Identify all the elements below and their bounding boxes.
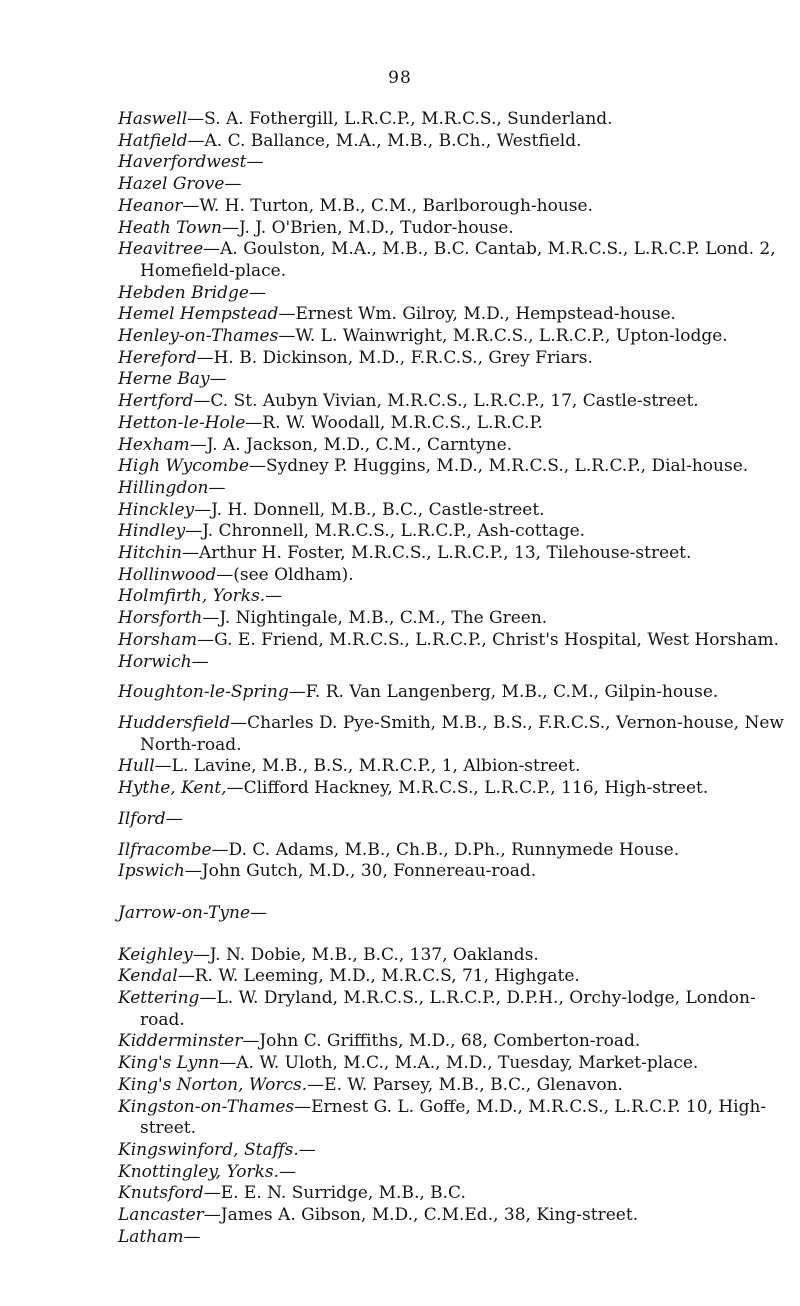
directory-entry	[118, 304, 790, 326]
directory-entry	[118, 391, 790, 413]
directory-entry	[118, 682, 790, 704]
place-name: Ilford	[118, 808, 166, 829]
place-name: Haverfordwest	[118, 152, 247, 173]
entry-detail: —Sydney P. Huggins, M.D., M.R.C.S., L.R.C.P., Dial-house.	[249, 456, 749, 477]
directory-entry	[118, 109, 790, 131]
entry-detail: —Ernest G. L. Goffe, M.D., M.R.C.S., L.R.C.P. 10, High-street.	[140, 1096, 767, 1139]
directory-entry	[118, 608, 790, 630]
place-name: Houghton-le-Spring	[118, 682, 289, 703]
entry-detail: —	[265, 586, 283, 607]
place-name: Ilfracombe	[118, 839, 212, 860]
place-name: Hull	[118, 756, 155, 777]
place-name: Ipswich	[118, 861, 185, 882]
directory-entry	[118, 1162, 790, 1184]
place-name: Kidderminster	[118, 1031, 243, 1052]
place-name: Latham	[118, 1226, 184, 1247]
directory-entry	[118, 1227, 790, 1249]
entry-detail: —	[298, 1139, 316, 1160]
directory-entry	[118, 966, 790, 988]
place-name: Herne Bay	[118, 369, 210, 390]
place-name: Hereford	[118, 347, 197, 368]
directory-entry	[118, 521, 790, 543]
place-name: Hetton-le-Hole	[118, 412, 246, 433]
directory-entry	[118, 988, 790, 1031]
entry-detail: —John Gutch, M.D., 30, Fonnereau-road.	[184, 861, 537, 882]
directory-entry	[118, 283, 790, 305]
directory-entry	[118, 1205, 790, 1227]
place-name: Knutsford	[118, 1183, 204, 1204]
place-name: Hazel Grove	[118, 174, 225, 195]
directory-entry	[118, 652, 790, 674]
entry-detail: —James A. Gibson, M.D., C.M.Ed., 38, King-street.	[203, 1205, 639, 1226]
place-name: Holmfirth, Yorks.	[118, 586, 266, 607]
place-name: Henley-on-Thames	[118, 326, 279, 347]
place-name: Hollinwood	[118, 564, 217, 585]
directory-entry	[118, 131, 790, 153]
directory-entries	[118, 109, 790, 1248]
entry-detail: —A. W. Uloth, M.C., M.A., M.D., Tuesday, Market-place.	[219, 1053, 699, 1074]
directory-entry	[118, 369, 790, 391]
entry-detail: —J. J. O'Brien, M.D., Tudor-house.	[221, 217, 514, 238]
place-name: Kingston-on-Thames	[118, 1096, 295, 1117]
entry-detail: —J. H. Donnell, M.B., B.C., Castle-street.	[194, 499, 545, 520]
place-name: Huddersfield	[118, 712, 231, 733]
entry-detail: —S. A. Fothergill, L.R.C.P., M.R.C.S., Sunderland.	[187, 109, 613, 129]
place-name: Hythe, Kent,	[118, 778, 227, 799]
entry-detail: —J. A. Jackson, M.D., C.M., Carntyne.	[189, 434, 513, 455]
entry-detail: —Charles D. Pye-Smith, M.B., B.S., F.R.C.S., Vernon-house, New North-road.	[140, 712, 784, 755]
place-name: Horwich	[118, 651, 192, 672]
entry-detail: —	[248, 282, 266, 303]
entry-detail: —	[208, 477, 226, 498]
directory-entry	[118, 239, 790, 282]
entry-detail: —	[191, 651, 209, 672]
directory-entry	[118, 630, 790, 652]
directory-entry	[118, 565, 790, 587]
page-number: 98	[388, 68, 412, 88]
entry-detail: —	[246, 152, 264, 173]
directory-entry	[118, 1053, 790, 1075]
directory-entry	[118, 478, 790, 500]
entry-detail: —	[279, 1161, 297, 1182]
entry-detail: —	[165, 808, 183, 829]
place-name: Hitchin	[118, 543, 182, 564]
directory-entry	[118, 348, 790, 370]
place-name: Horsforth	[118, 608, 203, 629]
entry-detail: —E. E. N. Surridge, M.B., B.C.	[203, 1183, 466, 1204]
place-name: Hinckley	[118, 499, 195, 520]
entry-detail: —G. E. Friend, M.R.C.S., L.R.C.P., Christ's Hospital, West Horsham.	[197, 629, 779, 650]
entry-detail: —R. W. Leeming, M.D., M.R.C.S, 71, Highgate.	[177, 966, 580, 987]
place-name: Hillingdon	[118, 477, 209, 498]
directory-entry	[118, 713, 790, 756]
entry-detail: —W. H. Turton, M.B., C.M., Barlborough-house.	[182, 195, 593, 216]
directory-entry	[118, 756, 790, 778]
directory-entry	[118, 218, 790, 240]
directory-entry	[118, 1097, 790, 1140]
place-name: Heavitree	[118, 239, 204, 260]
directory-entry	[118, 500, 790, 522]
place-name: Kingswinford, Staffs.	[118, 1139, 299, 1160]
place-name: Haswell	[118, 109, 188, 129]
entry-detail: —J. Nightingale, M.B., C.M., The Green.	[202, 608, 548, 629]
directory-entry	[118, 1140, 790, 1162]
entry-detail: —A. C. Ballance, M.A., M.B., B.Ch., Westfield.	[187, 130, 582, 151]
entry-detail: —H. B. Dickinson, M.D., F.R.C.S., Grey Friars.	[196, 347, 593, 368]
directory-entry	[118, 435, 790, 457]
entry-detail: —L. W. Dryland, M.R.C.S., L.R.C.P., D.P.H., Orchy-lodge, London-road.	[140, 988, 756, 1030]
place-name: Heath Town	[118, 217, 222, 238]
directory-entry	[118, 1183, 790, 1205]
directory-entry	[118, 778, 790, 800]
place-name: Kettering	[118, 988, 200, 1009]
entry-detail: —C. St. Aubyn Vivian, M.R.C.S., L.R.C.P., 17, Castle-street.	[193, 391, 699, 412]
entry-detail: —J. N. Dobie, M.B., B.C., 137, Oaklands.	[192, 944, 539, 965]
entry-detail: —Arthur H. Foster, M.R.C.S., L.R.C.P., 13, Tilehouse-street.	[181, 543, 692, 564]
place-name: Hemel Hempstead	[118, 304, 279, 325]
directory-entry	[118, 1031, 790, 1053]
directory-entry	[118, 1075, 790, 1097]
place-name: Hexham	[118, 434, 190, 455]
entry-detail: —A. Goulston, M.A., M.B., B.C. Cantab, M.R.C.S., L.R.C.P. Lond. 2, Homefield-place.	[140, 239, 776, 281]
directory-entry	[118, 903, 790, 925]
entry-detail: —L. Lavine, M.B., B.S., M.R.C.P., 1, Albion-street.	[154, 756, 581, 777]
directory-entry	[118, 152, 790, 174]
entry-detail: —(see Oldham).	[216, 564, 354, 585]
directory-entry	[118, 326, 790, 348]
directory-entry	[118, 586, 790, 608]
entry-detail: —D. C. Adams, M.B., Ch.B., D.Ph., Runnymede House.	[211, 839, 680, 860]
entry-detail: —E. W. Parsey, M.B., B.C., Glenavon.	[307, 1074, 623, 1095]
place-name: King's Norton, Worcs.	[118, 1074, 308, 1095]
entry-detail: —R. W. Woodall, M.R.C.S., L.R.C.P.	[245, 412, 543, 433]
directory-entry	[118, 174, 790, 196]
place-name: Keighley	[118, 944, 193, 965]
entry-detail: —F. R. Van Langenberg, M.B., C.M., Gilpin-house.	[288, 682, 719, 703]
place-name: Horsham	[118, 629, 198, 650]
entry-detail: —	[183, 1226, 201, 1247]
entry-detail: —John C. Griffiths, M.D., 68, Comberton-road.	[242, 1031, 641, 1052]
directory-entry	[118, 809, 790, 831]
entry-detail: —	[250, 902, 268, 923]
place-name: Hindley	[118, 521, 186, 542]
place-name: High Wycombe	[118, 456, 250, 477]
entry-detail: —W. L. Wainwright, M.R.C.S., L.R.C.P., Upton-lodge.	[278, 326, 728, 347]
entry-detail: —Clifford Hackney, M.R.C.S., L.R.C.P., 116, High-street.	[226, 778, 709, 799]
place-name: Hebden Bridge	[118, 282, 249, 303]
directory-entry	[118, 196, 790, 218]
place-name: Jarrow-on-Tyne	[118, 902, 251, 923]
directory-entry	[118, 413, 790, 435]
place-name: Heanor	[118, 195, 183, 216]
directory-entry	[118, 456, 790, 478]
directory-entry	[118, 945, 790, 967]
place-name: Hatfield	[118, 130, 188, 151]
directory-entry	[118, 861, 790, 883]
place-name: Lancaster	[118, 1205, 204, 1226]
place-name: Knottingley, Yorks.	[118, 1161, 280, 1182]
place-name: King's Lynn	[118, 1053, 220, 1074]
entry-detail: —	[209, 369, 227, 390]
directory-entry	[118, 543, 790, 565]
entry-detail: —	[224, 174, 242, 195]
place-name: Hertford	[118, 391, 194, 412]
entry-detail: —Ernest Wm. Gilroy, M.D., Hempstead-house.	[278, 304, 676, 325]
directory-entry	[118, 840, 790, 862]
place-name: Kendal	[118, 966, 178, 987]
entry-detail: —J. Chronnell, M.R.C.S., L.R.C.P., Ash-cottage.	[185, 521, 586, 542]
